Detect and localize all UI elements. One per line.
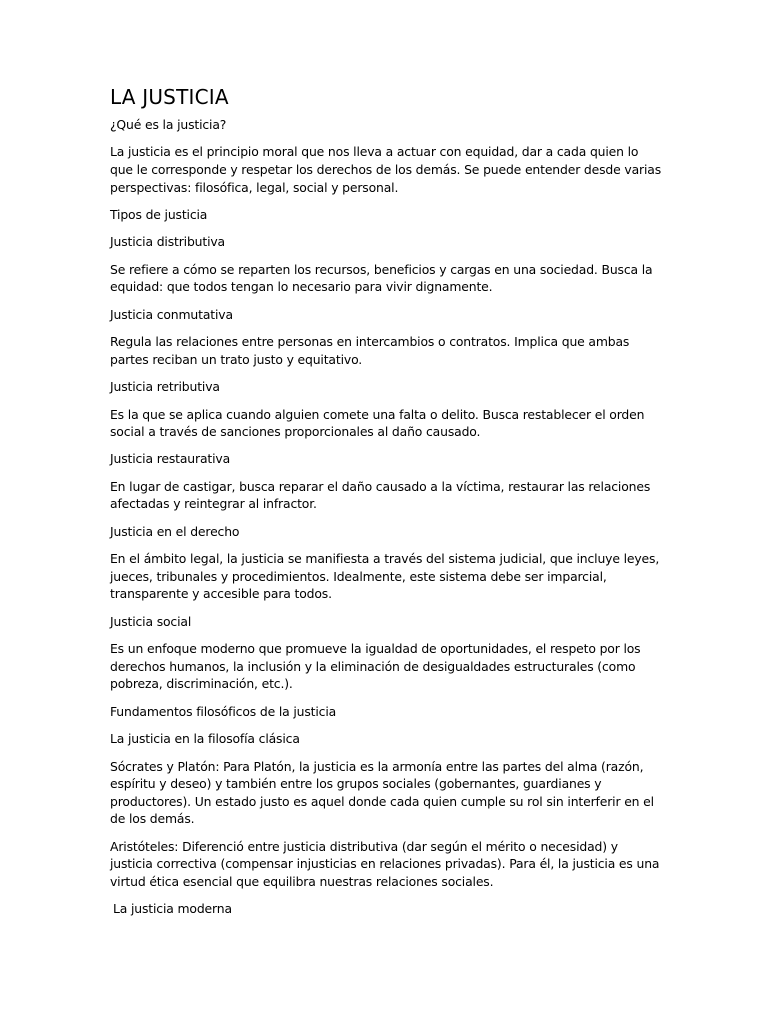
section-heading: La justicia en la filosofía clásica [110,731,300,747]
paragraph: Se refiere a cómo se reparten los recursos, beneficios y cargas en una sociedad. Busca la equidad: que todos tengan lo necesario para vivir dignamente. [110,261,653,295]
section-heading: Justicia social [110,613,192,629]
paragraph: La justicia es el principio moral que nos lleva a actuar con equidad, dar a cada quien lo que le corresponde y respetar los derechos de los demás. Se puede entender desde varias perspectivas: filosófica, legal, social y personal. [110,144,662,195]
paragraph: Es la que se aplica cuando alguien comete una falta o delito. Busca restablecer el orden social a través de sanciones proporcionales al daño causado. [110,406,645,440]
document-body [110,116,662,918]
paragraph: Es un enfoque moderno que promueve la igualdad de oportunidades, el respeto por los derechos humanos, la inclusión y la eliminación de desigualdades estructurales (como pobreza, discriminación, etc.). [110,641,641,692]
section-heading: Fundamentos filosóficos de la justicia [110,703,337,719]
document-page [110,84,662,928]
section-heading: Tipos de justicia [110,206,208,222]
section-heading: Justicia retributiva [110,379,220,395]
section-heading: Justicia distributiva [110,234,226,250]
section-heading: Justicia en el derecho [110,523,240,539]
paragraph: Sócrates y Platón: Para Platón, la justicia es la armonía entre las partes del alma (razón, espíritu y deseo) y también entre los grupos sociales (gobernantes, guardianes y productores). Un estado justo es aquel donde cada quien cumple su rol sin interferir en el de los demás. [110,758,654,827]
document-title: LA JUSTICIA [110,85,229,109]
section-heading: Justicia restaurativa [110,451,231,467]
section-heading: Justicia conmutativa [110,306,233,322]
paragraph: En el ámbito legal, la justicia se manifiesta a través del sistema judicial, que incluye leyes, jueces, tribunales y procedimientos. Idealmente, este sistema debe ser imparcial, transparente y accesible para todos. [110,551,660,602]
section-heading: La justicia moderna [113,901,232,917]
paragraph: Aristóteles: Diferenció entre justicia distributiva (dar según el mérito o necesidad) y justicia correctiva (compensar injusticias en relaciones privadas). Para él, la justicia es una virtud ética esencial que equilibra nuestras relaciones sociales. [110,838,660,889]
paragraph: En lugar de castigar, busca reparar el daño causado a la víctima, restaurar las relaciones afectadas y reintegrar al infractor. [110,478,651,512]
section-heading: ¿Qué es la justicia? [110,117,227,132]
paragraph: Regula las relaciones entre personas en intercambios o contratos. Implica que ambas partes reciban un trato justo y equitativo. [110,334,630,367]
